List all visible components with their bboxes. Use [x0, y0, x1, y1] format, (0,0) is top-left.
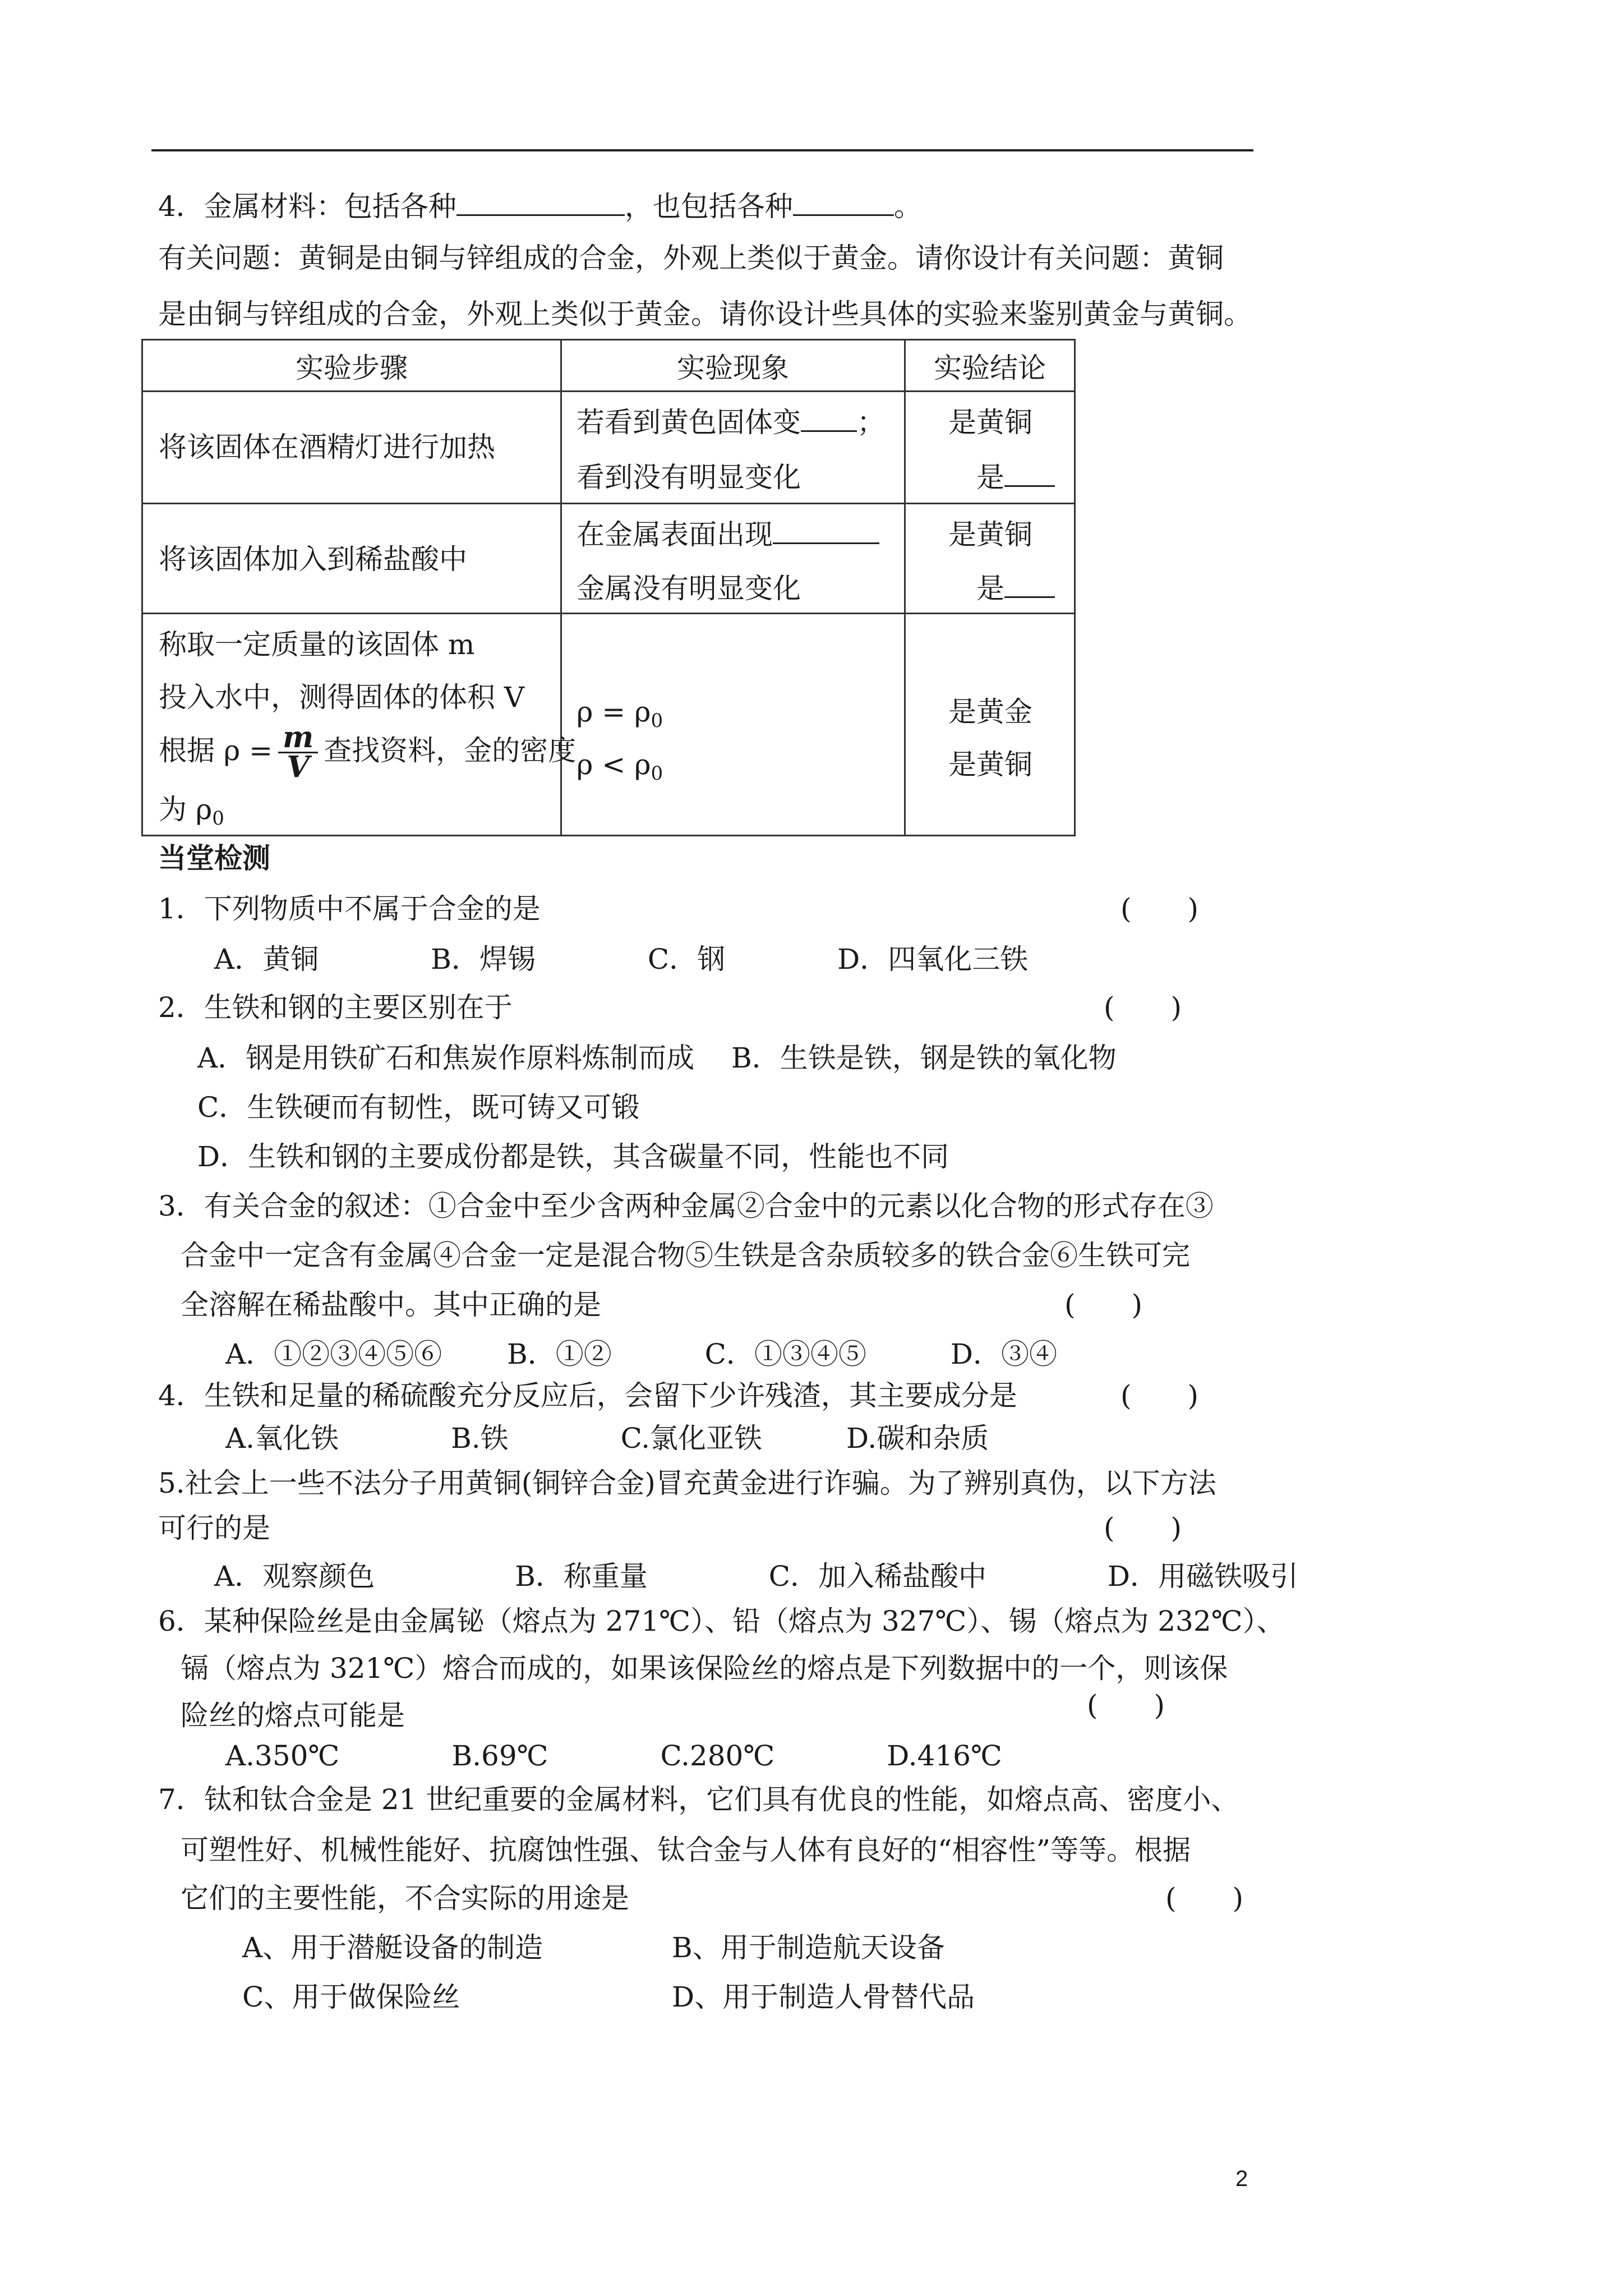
row2-c2: 是	[976, 572, 1055, 605]
q3-options: A．①②③④⑤⑥ B．①② C．①③④⑤ D．③④	[225, 1338, 1057, 1370]
answer-blank[interactable]	[773, 518, 879, 544]
row3-s1: 称取一定质量的该固体 m	[159, 628, 475, 661]
row3-c2: 是黄铜	[948, 748, 1032, 781]
q2-option-c: C．生铁硬而有韧性，既可铸又可锻	[197, 1091, 640, 1124]
row2-conclusion-cell	[905, 504, 1075, 614]
row1-step-cell	[142, 392, 561, 504]
row3-o2: $\rho < \rho_0$	[577, 748, 663, 785]
row3-conclusion-cell	[905, 614, 1075, 836]
q7-option-a: A、用于潜艇设备的制造	[242, 1931, 543, 1964]
experiment-table	[141, 339, 1076, 836]
q4-intro-text1: 4．金属材料：包括各种	[158, 190, 457, 223]
row2-c1: 是黄铜	[948, 518, 1032, 551]
q6-line1: 6．某种保险丝是由金属铋（熔点为 271℃）、铅（熔点为 327℃）、锡（熔点为 232℃）、	[158, 1605, 1285, 1637]
q1-answer-paren[interactable]: ( )	[1121, 892, 1199, 925]
q6-answer-paren[interactable]: ( )	[1087, 1689, 1165, 1722]
table-row	[142, 504, 1075, 614]
header-rule	[151, 149, 1253, 151]
row3-c1: 是黄金	[948, 695, 1032, 728]
table-row	[142, 392, 1075, 504]
answer-blank[interactable]	[1004, 572, 1055, 598]
q7-option-b: B、用于制造航天设备	[672, 1931, 945, 1964]
q2-option-ab: A．钢是用铁矿石和焦炭作原料炼制而成 B．生铁是铁，钢是铁的氧化物	[197, 1042, 1117, 1074]
q6-options: A.350℃ B.69℃ C.280℃ D.416℃	[225, 1740, 1002, 1772]
answer-blank[interactable]	[1004, 461, 1055, 487]
q2-stem: 2．生铁和钢的主要区别在于	[158, 991, 513, 1024]
q7-option-c: C、用于做保险丝	[242, 1981, 460, 2013]
page-number: 2	[1235, 2166, 1248, 2191]
row3-s2: 投入水中，测得固体的体积 V	[159, 680, 525, 714]
row2-obs2: 金属没有明显变化	[577, 572, 801, 605]
row3-s4: 为 $\rho_0$	[159, 793, 224, 830]
section-title: 当堂检测	[158, 842, 270, 875]
q5-line2: 可行的是	[158, 1512, 270, 1544]
q7-line3: 它们的主要性能，不合实际的用途是	[181, 1882, 629, 1915]
q4-para-line2: 是由铜与锌组成的合金，外观上类似于黄金。请你设计些具体的实验来鉴别黄金与黄铜。	[158, 298, 1252, 330]
q4-stem: 4．生铁和足量的稀硫酸充分反应后，会留下少许残渣，其主要成分是	[158, 1379, 1017, 1412]
q6-line3: 险丝的熔点可能是	[181, 1699, 405, 1732]
row2-step: 将该固体加入到稀盐酸中	[159, 542, 467, 576]
q3-line2: 合金中一定含有金属④合金一定是混合物⑤生铁是含杂质较多的铁合金⑥生铁可完	[181, 1239, 1190, 1272]
q7-line1: 7．钛和钛合金是 21 世纪重要的金属材料，它们具有优良的性能，如熔点高、密度小、	[158, 1783, 1239, 1816]
density-formula: $\frac{m}{V}$	[278, 724, 318, 781]
q1-stem: 1．下列物质中不属于合金的是	[158, 892, 541, 925]
q4-intro-text2: ，也包括各种	[624, 190, 793, 223]
q4-options: A.氧化铁 B.铁 C.氯化亚铁 D.碳和杂质	[225, 1422, 989, 1455]
q1-options: A．黄铜 B．焊锡 C．钢 D．四氧化三铁	[214, 943, 1029, 976]
q4-answer-paren[interactable]: ( )	[1121, 1379, 1199, 1412]
q2-answer-paren[interactable]: ( )	[1104, 991, 1182, 1024]
header-conclusion: 实验结论	[905, 340, 1075, 392]
q4-intro-text3: 。	[893, 190, 922, 223]
row3-observation-cell	[561, 614, 905, 836]
row1-c1: 是黄铜	[948, 406, 1032, 439]
row1-conclusion-cell	[905, 392, 1075, 504]
row1-obs2: 看到没有明显变化	[577, 461, 801, 494]
answer-blank[interactable]	[457, 190, 625, 216]
table-row	[142, 614, 1075, 836]
q3-line3: 全溶解在稀盐酸中。其中正确的是	[181, 1289, 601, 1321]
table-header-row	[142, 340, 1075, 392]
row1-observation-cell	[561, 392, 905, 504]
q5-answer-paren[interactable]: ( )	[1104, 1512, 1182, 1544]
row1-obs1: 若看到黄色固体变 ；	[577, 406, 885, 439]
row2-step-cell	[142, 504, 561, 614]
q7-answer-paren[interactable]: ( )	[1165, 1882, 1244, 1915]
row3-step-cell	[142, 614, 577, 836]
q2-option-d: D．生铁和钢的主要成份都是铁，其含碳量不同，性能也不同	[197, 1140, 949, 1173]
answer-blank[interactable]	[801, 406, 857, 432]
q3-line1: 3．有关合金的叙述：①合金中至少含两种金属②合金中的元素以化合物的形式存在③	[158, 1190, 1214, 1222]
q7-option-d: D、用于制造人骨替代品	[672, 1981, 975, 2013]
q4-para-line1: 有关问题：黄铜是由铜与锌组成的合金，外观上类似于黄金。请你设计有关问题：黄铜	[158, 242, 1224, 274]
q4-intro-line	[158, 190, 922, 223]
q6-line2: 镉（熔点为 321℃）熔合而成的，如果该保险丝的熔点是下列数据中的一个，则该保	[181, 1652, 1228, 1685]
row2-observation-cell	[561, 504, 905, 614]
header-step: 实验步骤	[142, 340, 561, 392]
row3-o1: $\rho = \rho_0$	[577, 695, 663, 732]
q5-options: A．观察颜色 B．称重量 C．加入稀盐酸中 D．用磁铁吸引	[214, 1560, 1298, 1593]
row1-c2: 是	[976, 461, 1055, 494]
row1-step: 将该固体在酒精灯进行加热	[159, 430, 495, 463]
header-observation: 实验现象	[561, 340, 905, 392]
q7-line2: 可塑性好、机械性能好、抗腐蚀性强、钛合金与人体有良好的“相容性”等等。根据	[181, 1834, 1191, 1866]
q5-line1: 5.社会上一些不法分子用黄铜(铜锌合金)冒充黄金进行诈骗。为了辨别真伪，以下方法	[158, 1467, 1216, 1499]
row3-s3: 根据 ρ = $\frac{m}{V}$ 查找资料，金的密度	[159, 720, 577, 784]
answer-blank[interactable]	[793, 190, 894, 216]
row2-obs1: 在金属表面出现	[577, 518, 879, 551]
q3-answer-paren[interactable]: ( )	[1064, 1289, 1143, 1321]
